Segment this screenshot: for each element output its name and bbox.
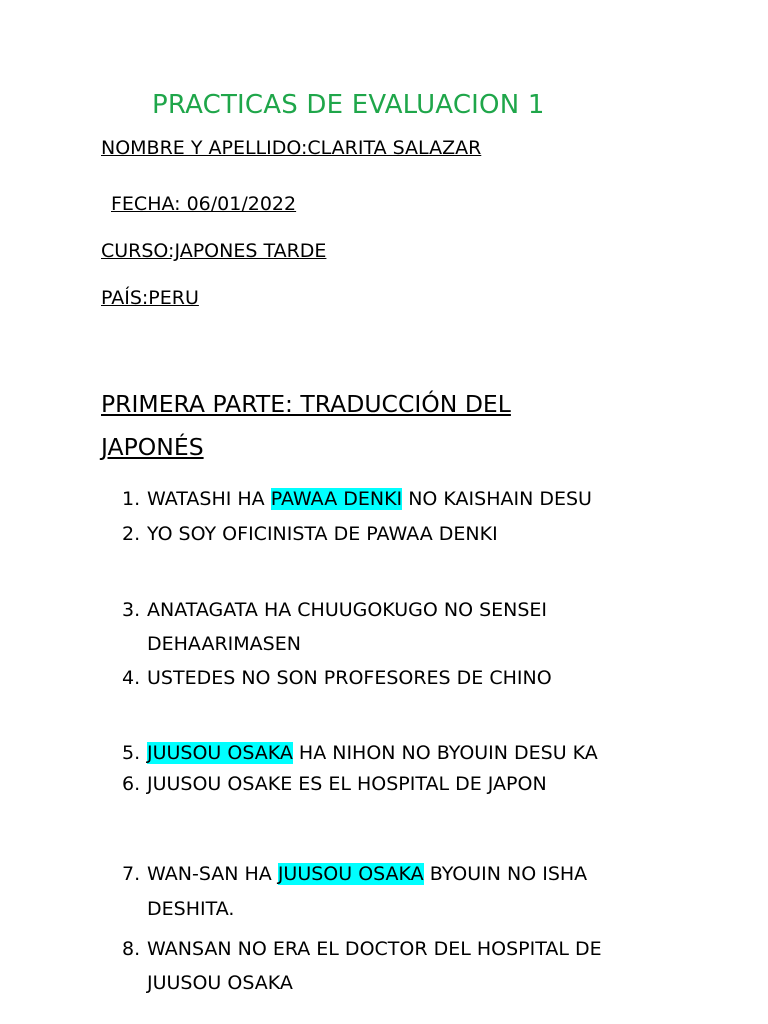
item-text: JUUSOU OSAKE ES EL HOSPITAL DE JAPON: [147, 773, 547, 795]
list-number: 7.: [122, 863, 141, 885]
list-number: 3.: [122, 599, 141, 621]
item-text: USTEDES NO SON PROFESORES DE CHINO: [147, 667, 552, 689]
list-number: 2.: [122, 523, 141, 545]
page-title: PRACTICAS DE EVALUACION 1: [152, 90, 545, 120]
item-text: HA NIHON NO BYOUIN DESU KA: [292, 742, 598, 764]
list-item-7: [122, 862, 587, 886]
list-number: 6.: [122, 773, 141, 795]
list-item-2: [122, 522, 498, 546]
name-field: NOMBRE Y APELLIDO:CLARITA SALAZAR: [101, 137, 482, 159]
section-heading-line2: JAPONÉS: [101, 433, 204, 461]
item-text: YO SOY OFICINISTA DE PAWAA DENKI: [147, 523, 498, 545]
list-number: 8.: [122, 938, 141, 960]
highlighted-text: JUUSOU OSAKA: [277, 863, 424, 885]
list-number: 1.: [122, 488, 141, 510]
list-number: 4.: [122, 667, 141, 689]
list-number: 5.: [122, 742, 141, 764]
item-text: BYOUIN NO ISHA: [423, 863, 588, 885]
item-text: WAN-SAN HA: [147, 863, 278, 885]
list-item-5: [122, 741, 598, 765]
country-field: PAÍS:PERU: [101, 287, 199, 309]
item-text: ANATAGATA HA CHUUGOKUGO NO SENSEI: [147, 599, 548, 621]
list-item-3: [122, 598, 547, 622]
list-item-8-continuation: JUUSOU OSAKA: [147, 972, 293, 994]
highlighted-text: JUUSOU OSAKA: [147, 742, 293, 764]
date-field: FECHA: 06/01/2022: [111, 193, 297, 215]
list-item-4: [122, 666, 552, 690]
list-item-7-continuation: DESHITA.: [147, 898, 235, 920]
item-text: WANSAN NO ERA EL DOCTOR DEL HOSPITAL DE: [147, 938, 602, 960]
list-item-6: [122, 772, 547, 796]
list-item-8: [122, 937, 602, 961]
item-text: WATASHI HA: [147, 488, 271, 510]
section-heading-line1: PRIMERA PARTE: TRADUCCIÓN DEL: [101, 390, 511, 418]
highlighted-text: PAWAA DENKI: [270, 488, 403, 510]
list-item-3-continuation: DEHAARIMASEN: [147, 633, 301, 655]
item-text: NO KAISHAIN DESU: [402, 488, 592, 510]
course-field: CURSO:JAPONES TARDE: [101, 240, 327, 262]
list-item-1: [122, 487, 592, 511]
